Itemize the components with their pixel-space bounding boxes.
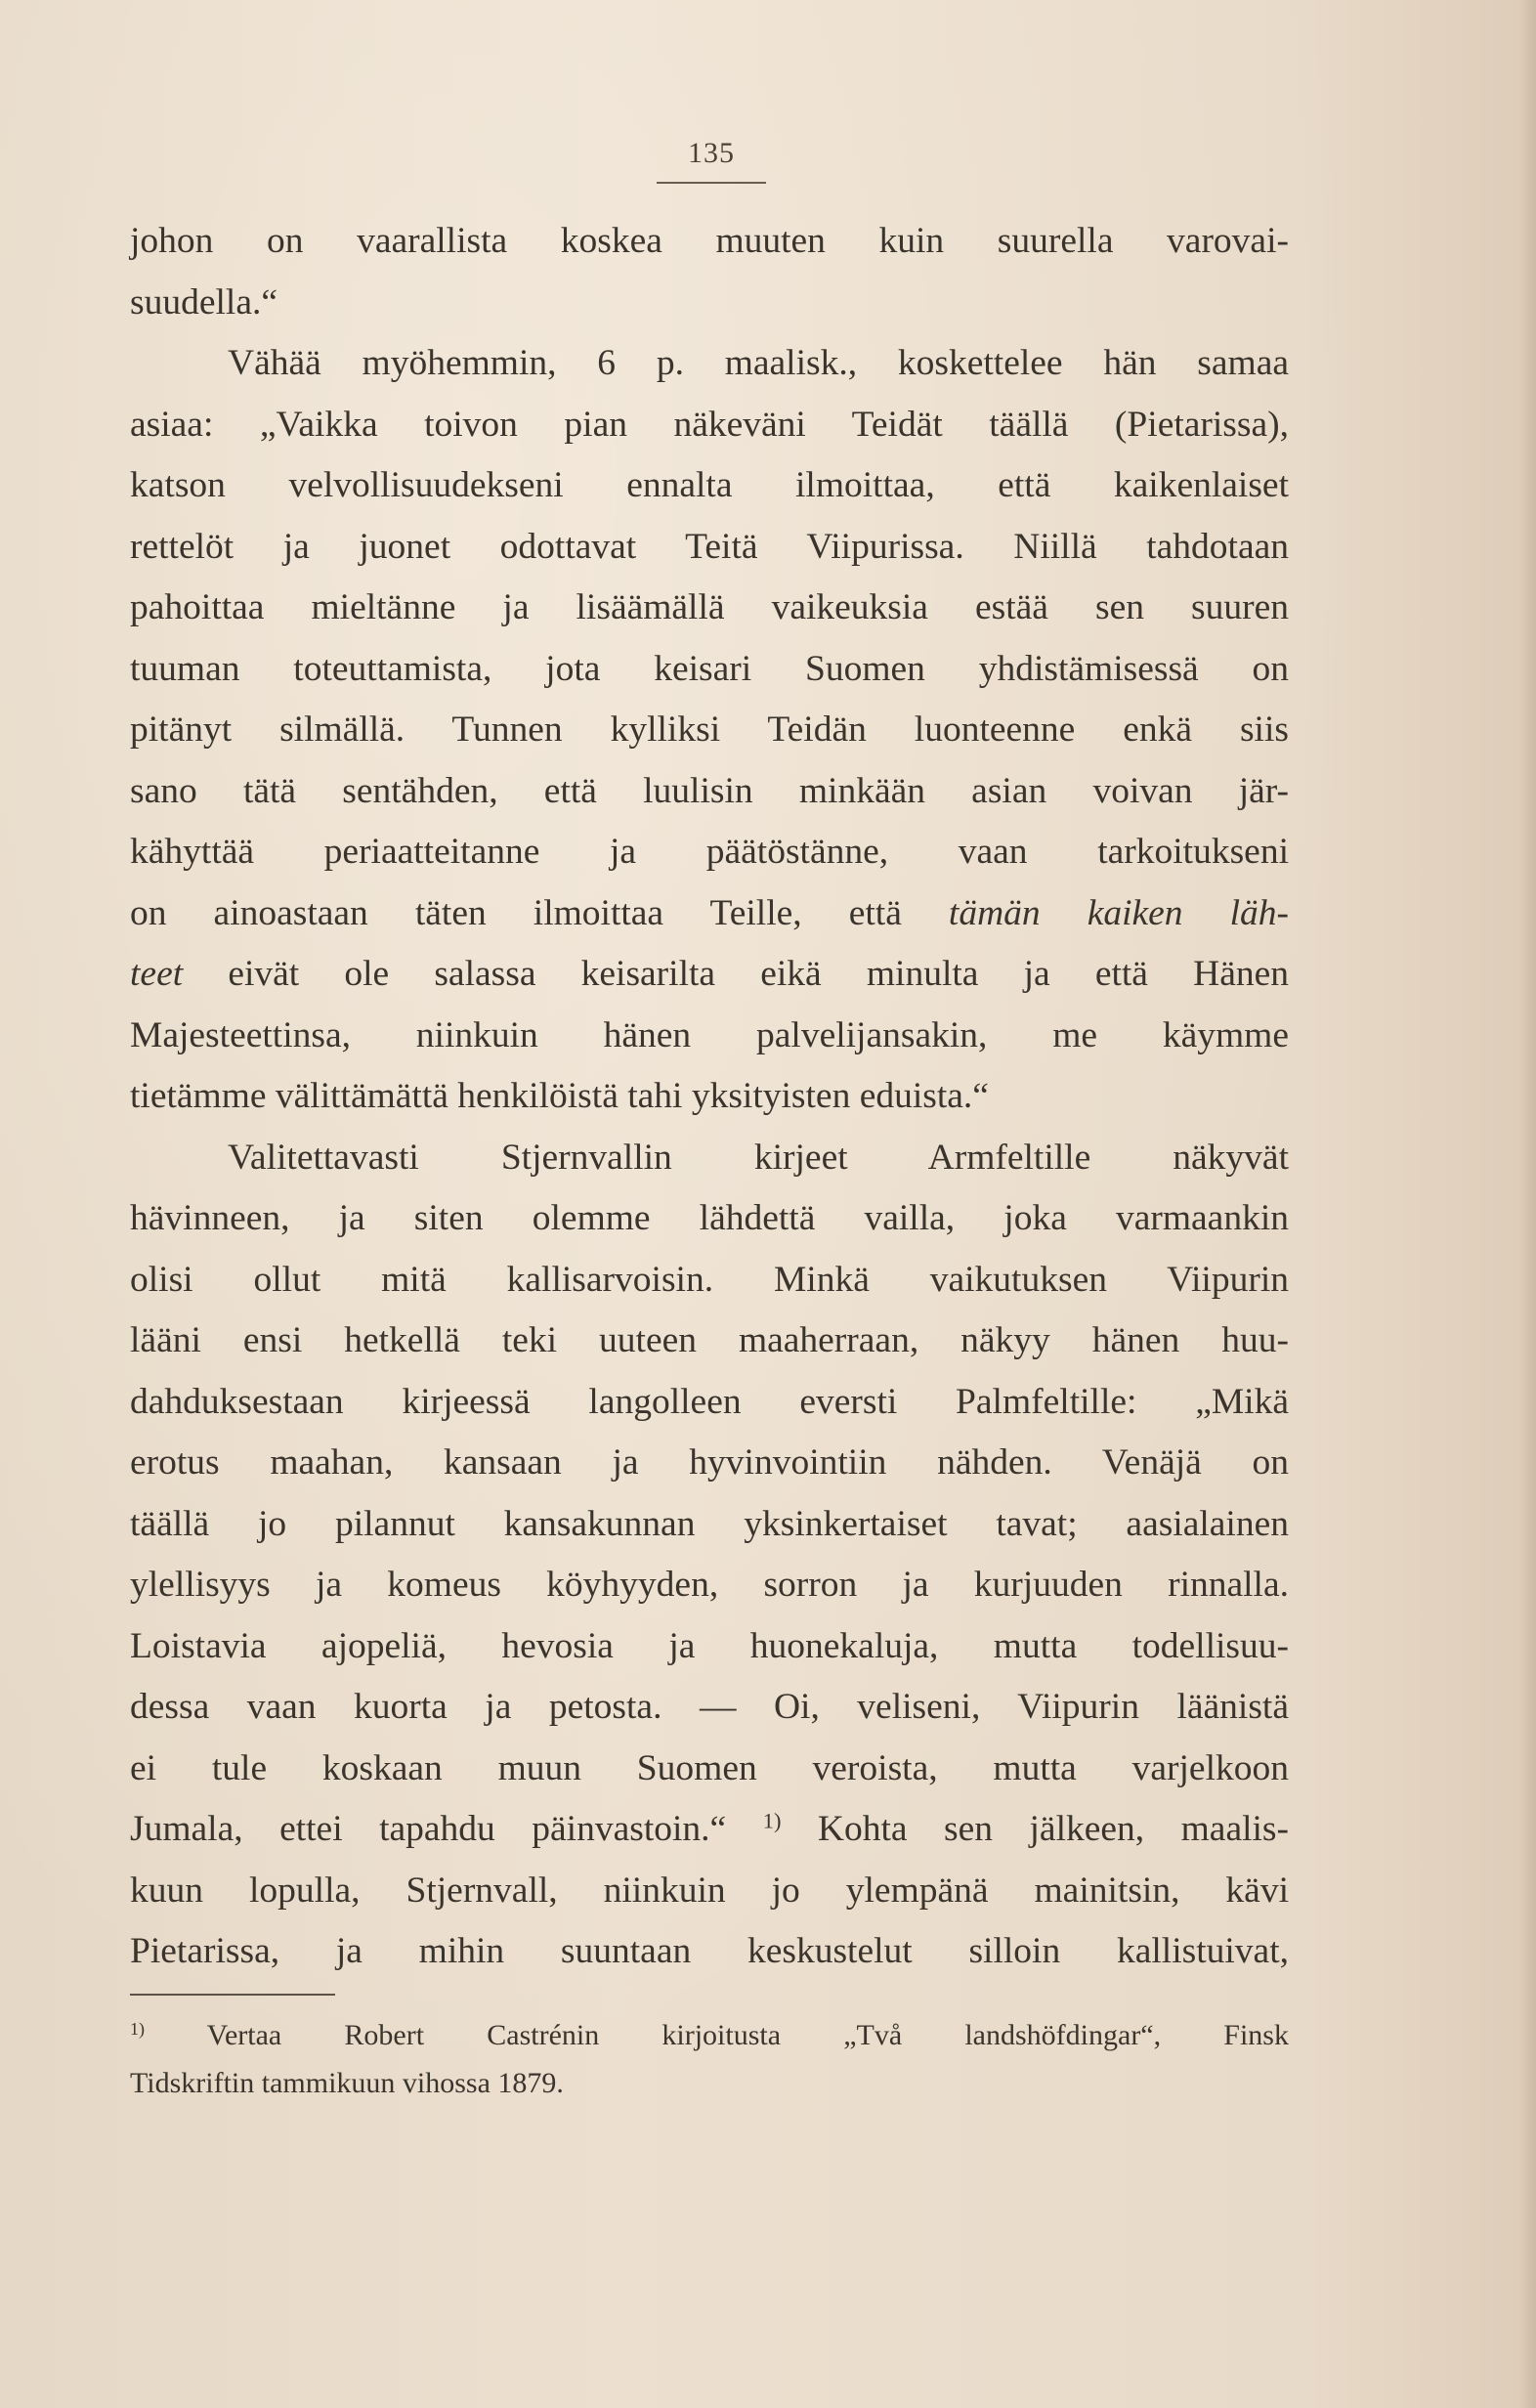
- text-line: [130, 517, 1289, 579]
- text-segment: sano tätä sentähden, että luulisin minkään asian voivan jär-: [130, 770, 1289, 811]
- text-segment: kähyttää periaatteitanne ja päätöstänne, vaan tarkoitukseni: [130, 832, 1289, 872]
- text-segment: johon on vaarallista koskea muuten kuin suurella varovai-: [130, 221, 1289, 261]
- text-line: [130, 1616, 1289, 1678]
- text-segment: ei tule koskaan muun Suomen veroista, mutta varjelkoon: [130, 1747, 1289, 1788]
- text-segment: eivät ole salassa keisarilta eikä minulta ja että Hänen: [228, 954, 1289, 994]
- text-segment: rettelöt ja juonet odottavat Teitä Viipurissa. Niillä tahdotaan: [130, 526, 1289, 567]
- text-line: [130, 1066, 1289, 1128]
- footnote-line: [130, 2011, 1289, 2059]
- text-segment: erotus maahan, kansaan ja hyvinvointiin nähden. Venäjä on: [130, 1442, 1289, 1483]
- text-line: [130, 333, 1289, 395]
- text-line: [130, 1739, 1289, 1800]
- text-segment: tietämme välittämättä henkilöistä tahi yksityisten eduista.“: [130, 1076, 989, 1116]
- text-segment: pahoittaa mieltänne ja lisäämällä vaikeuksia estää sen suuren: [130, 587, 1289, 627]
- text-line: [130, 1799, 1289, 1861]
- text-line: [130, 700, 1289, 761]
- footnote-reference: 1): [762, 1808, 782, 1833]
- text-segment: asiaa: „Vaikka toivon pian näkeväni Teidät täällä (Pietarissa),: [130, 404, 1289, 445]
- text-segment: kuun lopulla, Stjernvall, niinkuin jo ylempänä mainitsin, kävi: [130, 1870, 1289, 1911]
- text-line: [130, 395, 1289, 456]
- text-line: [130, 1128, 1289, 1189]
- footnotes: [130, 2011, 1289, 2107]
- footnote-text: Vertaa Robert Castrénin kirjoitusta „Två landshöfdingar“, Finsk: [206, 2019, 1289, 2051]
- text-segment: lääni ensi hetkellä teki uuteen maaherraan, näkyy hänen huu-: [130, 1320, 1289, 1360]
- text-segment: tuuman toteuttamista, jota keisari Suomen yhdistämisessä on: [130, 648, 1289, 689]
- text-line: [130, 1188, 1289, 1250]
- footnote-line: [130, 2059, 1289, 2107]
- text-segment: olisi ollut mitä kallisarvoisin. Minkä vaikutuksen Viipurin: [130, 1259, 1289, 1300]
- text-segment: Majesteettinsa, niinkuin hänen palvelijansakin, me käymme: [130, 1014, 1289, 1055]
- page-edge-shadow: [1518, 0, 1536, 2408]
- text-line: [130, 1677, 1289, 1739]
- text-segment: on ainoastaan täten ilmoittaa Teille, että: [130, 892, 902, 933]
- text-line: [130, 1921, 1289, 1983]
- text-line: [130, 1250, 1289, 1312]
- text-segment: hävinneen, ja siten olemme lähdettä vailla, joka varmaankin: [130, 1198, 1289, 1238]
- emphasis-text: teet: [130, 954, 184, 994]
- text-line: [130, 578, 1289, 639]
- text-segment: suudella.“: [130, 281, 277, 322]
- text-line: [130, 1311, 1289, 1372]
- text-segment: täällä jo pilannut kansakunnan yksinkertaiset tavat; aasialainen: [130, 1503, 1289, 1544]
- text-line: [130, 639, 1289, 701]
- text-segment: pitänyt silmällä. Tunnen kylliksi Teidän luonteenne enkä siis: [130, 710, 1289, 750]
- text-line: [130, 1555, 1289, 1616]
- text-segment: Pietarissa, ja mihin suuntaan keskustelut silloin kallistuivat,: [130, 1931, 1289, 1971]
- text-line: [130, 944, 1289, 1006]
- text-line: [130, 761, 1289, 823]
- text-segment: Valitettavasti Stjernvallin kirjeet Armfeltille näkyvät: [228, 1137, 1289, 1178]
- text-segment: Kohta sen jälkeen, maalis-: [817, 1809, 1290, 1849]
- text-segment: katson velvollisuudekseni ennalta ilmoittaa, että kaikenlaiset: [130, 465, 1289, 505]
- text-line: [130, 1433, 1289, 1494]
- text-line: [130, 1861, 1289, 1922]
- footnote-text: Tidskriftin tammikuun vihossa 1879.: [130, 2067, 564, 2099]
- text-segment: Jumala, ettei tapahdu päinvastoin.“: [130, 1809, 727, 1849]
- text-line: [130, 273, 1289, 334]
- text-line: [130, 822, 1289, 883]
- text-segment: ylellisyys ja komeus köyhyyden, sorron ja kurjuuden rinnalla.: [130, 1565, 1289, 1605]
- body-text: [130, 211, 1289, 1983]
- text-segment: dessa vaan kuorta ja petosta. — Oi, veliseni, Viipurin läänistä: [130, 1687, 1289, 1727]
- page-number-rule: [657, 182, 766, 184]
- emphasis-text: tämän kaiken läh-: [948, 892, 1290, 933]
- text-line: [130, 883, 1289, 945]
- page-number: 135: [688, 137, 735, 169]
- text-segment: Vähää myöhemmin, 6 p. maalisk., koskettelee hän samaa: [228, 343, 1289, 383]
- text-line: [130, 1494, 1289, 1556]
- text-line: [130, 1372, 1289, 1434]
- text-line: [130, 455, 1289, 517]
- footnote-marker: 1): [130, 2019, 145, 2040]
- text-segment: Loistavia ajopeliä, hevosia ja huonekaluja, mutta todellisuu-: [130, 1625, 1289, 1666]
- text-line: [130, 211, 1289, 273]
- footnote-rule: [130, 1994, 335, 1996]
- text-segment: dahduksestaan kirjeessä langolleen eversti Palmfeltille: „Mikä: [130, 1381, 1289, 1422]
- text-line: [130, 1006, 1289, 1067]
